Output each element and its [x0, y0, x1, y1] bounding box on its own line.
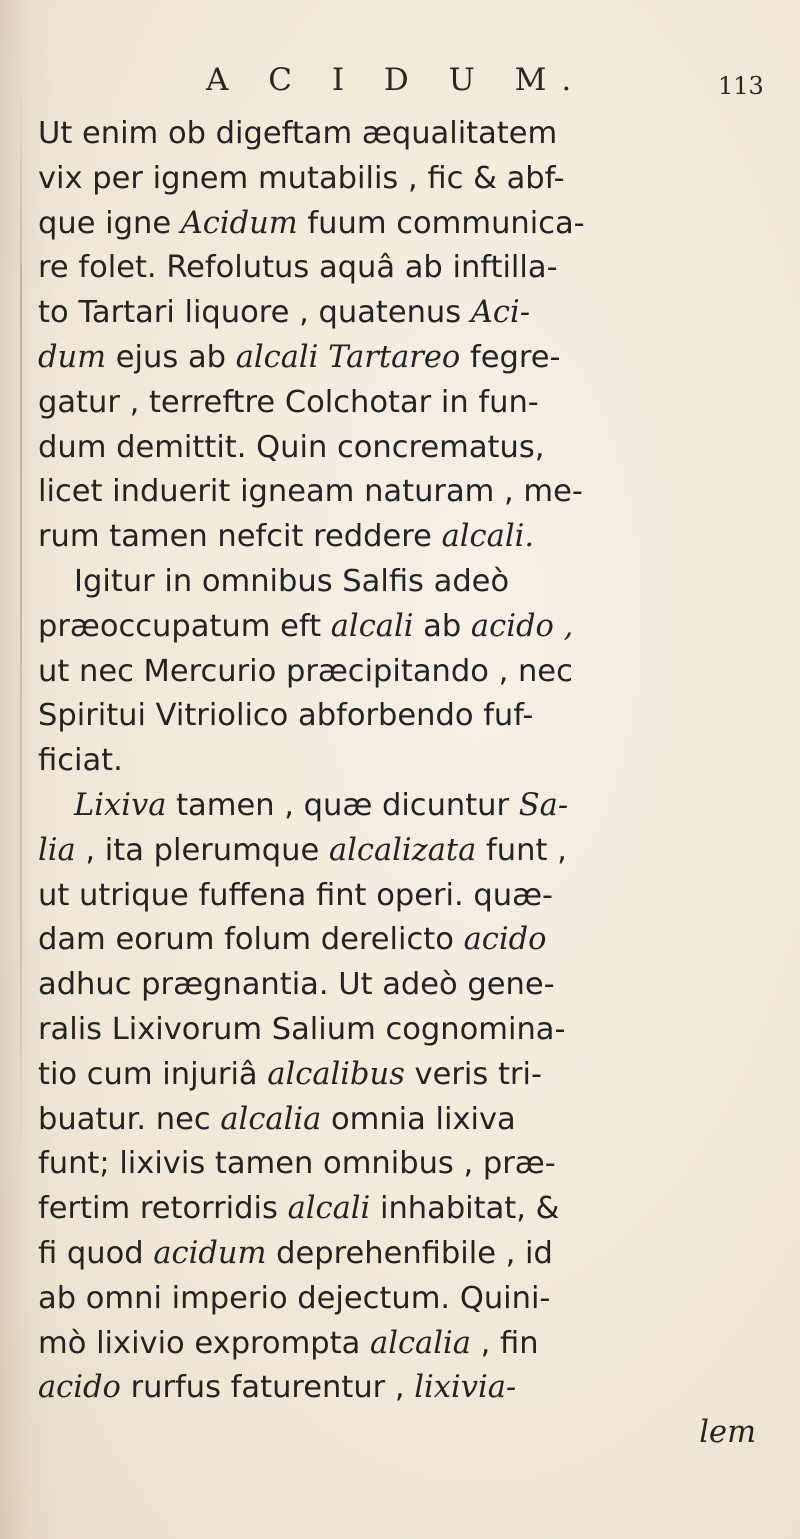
text-line: ut utrique fuffena fint operi. quæ-	[38, 877, 554, 913]
text-line: tio cum injuriâ alcalibus veris tri-	[38, 1056, 542, 1092]
text-line: mò lixivio exprompta alcalia , fin	[38, 1325, 539, 1361]
text-line: gatur , terreftre Colchotar in fun-	[38, 384, 539, 420]
text-line: Spiritui Vitriolico abforbendo fuf-	[38, 698, 534, 734]
text-line: Lixiva tamen , quæ dicuntur Sa-	[74, 787, 569, 823]
catchword: lem	[699, 1415, 756, 1451]
text-line: vix per ignem mutabilis , fic & abf-	[38, 160, 565, 196]
text-line: Ut enim ob digeftam æqualitatem	[38, 116, 558, 151]
text-line: fertim retorridis alcali inhabitat, &	[38, 1191, 560, 1227]
text-line: licet induerit igneam naturam , me-	[38, 474, 583, 510]
text-line: adhuc prægnantia. Ut adeò gene-	[38, 967, 555, 1003]
text-line: to Tartari liquore , quatenus Aci-	[38, 295, 531, 331]
text-line: ut nec Mercurio præcipitando , nec	[38, 653, 573, 689]
text-line: que igne Acidum fuum communica-	[38, 205, 585, 241]
text-line: dum demittit. Quin concrematus,	[38, 429, 545, 465]
text-line: acido rurfus faturentur , lixivia-	[38, 1370, 517, 1406]
text-line: funt; lixivis tamen omnibus , præ-	[38, 1146, 556, 1182]
text-line: lia , ita plerumque alcalizata funt ,	[38, 832, 567, 868]
text-line: dam eorum folum derelicto acido	[38, 922, 547, 958]
text-line: ficiat.	[38, 743, 123, 779]
text-line: buatur. nec alcalia omnia lixiva	[38, 1101, 516, 1137]
text-line: re folet. Refolutus aquâ ab inftilla-	[38, 250, 558, 286]
text-line: Igitur in omnibus Salfis adeò	[74, 563, 510, 599]
text-line: ralis Lixivorum Salium cognomina-	[38, 1011, 566, 1047]
body-text	[38, 112, 798, 1456]
text-line: ab omni imperio dejectum. Quini-	[38, 1280, 551, 1316]
running-head-title: A C I D U M.	[206, 62, 587, 98]
gutter-shadow	[20, 80, 22, 1160]
text-line: dum ejus ab alcali Tartareo fegre-	[38, 339, 561, 375]
text-line: rum tamen nefcit reddere alcali.	[38, 519, 535, 555]
text-line: fi quod acidum deprehenfibile , id	[38, 1235, 553, 1271]
text-line: præoccupatum eft alcali ab acido ,	[38, 608, 574, 644]
page-number: 113	[718, 72, 764, 100]
